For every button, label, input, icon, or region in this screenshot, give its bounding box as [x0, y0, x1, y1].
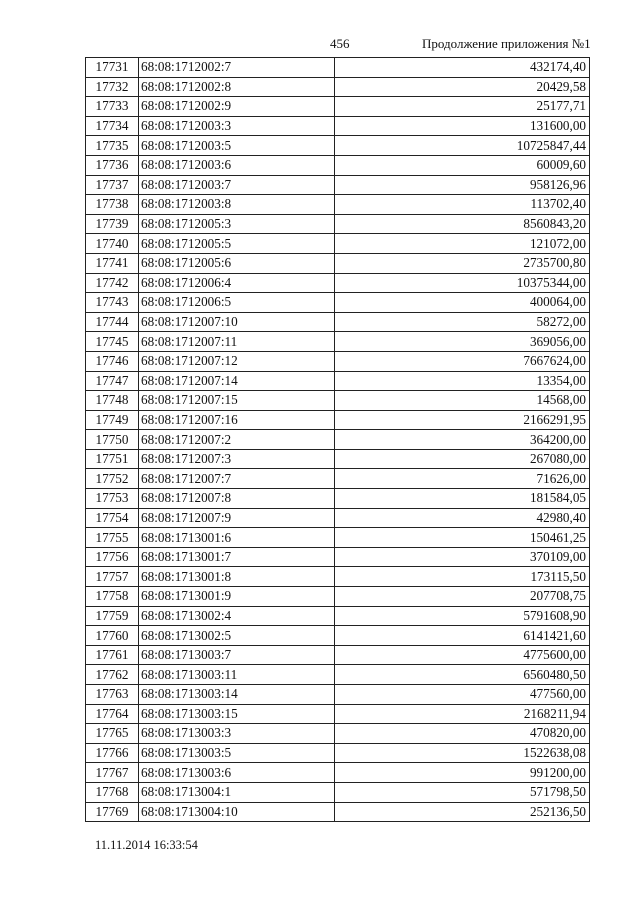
row-number: 17755	[86, 528, 139, 548]
cadastral-value: 364200,00	[335, 430, 590, 450]
cadastral-number: 68:08:1712003:8	[139, 195, 335, 215]
cadastral-value: 42980,40	[335, 508, 590, 528]
row-number: 17765	[86, 724, 139, 744]
cadastral-value: 10725847,44	[335, 136, 590, 156]
table-row	[86, 724, 590, 744]
table-row	[86, 567, 590, 587]
table-row	[86, 606, 590, 626]
cadastral-value: 207708,75	[335, 587, 590, 607]
cadastral-value: 131600,00	[335, 116, 590, 136]
table-row	[86, 371, 590, 391]
table-row	[86, 58, 590, 78]
row-number: 17763	[86, 685, 139, 705]
cadastral-number: 68:08:1712006:4	[139, 273, 335, 293]
row-number: 17757	[86, 567, 139, 587]
cadastral-value: 958126,96	[335, 175, 590, 195]
cadastral-number: 68:08:1712007:14	[139, 371, 335, 391]
table-row	[86, 214, 590, 234]
cadastral-value: 252136,50	[335, 802, 590, 822]
row-number: 17762	[86, 665, 139, 685]
cadastral-value: 4775600,00	[335, 645, 590, 665]
print-timestamp: 11.11.2014 16:33:54	[95, 838, 198, 852]
cadastral-number: 68:08:1713003:7	[139, 645, 335, 665]
cadastral-number: 68:08:1712005:6	[139, 253, 335, 273]
table-row	[86, 293, 590, 313]
cadastral-value: 150461,25	[335, 528, 590, 548]
row-number: 17753	[86, 489, 139, 509]
cadastral-value: 2166291,95	[335, 410, 590, 430]
row-number: 17754	[86, 508, 139, 528]
row-number: 17744	[86, 312, 139, 332]
table-row	[86, 175, 590, 195]
cadastral-number: 68:08:1712002:7	[139, 58, 335, 78]
cadastral-value: 173115,50	[335, 567, 590, 587]
row-number: 17756	[86, 547, 139, 567]
table-row	[86, 508, 590, 528]
table-row	[86, 743, 590, 763]
row-number: 17768	[86, 782, 139, 802]
row-number: 17739	[86, 214, 139, 234]
row-number: 17734	[86, 116, 139, 136]
cadastral-number: 68:08:1712003:6	[139, 155, 335, 175]
cadastral-number: 68:08:1712005:3	[139, 214, 335, 234]
cadastral-value: 7667624,00	[335, 351, 590, 371]
table-row	[86, 234, 590, 254]
table-row	[86, 547, 590, 567]
table-row	[86, 312, 590, 332]
cadastral-value: 121072,00	[335, 234, 590, 254]
cadastral-value: 8560843,20	[335, 214, 590, 234]
cadastral-value: 400064,00	[335, 293, 590, 313]
row-number: 17747	[86, 371, 139, 391]
table-row	[86, 665, 590, 685]
row-number: 17735	[86, 136, 139, 156]
table-row	[86, 332, 590, 352]
row-number: 17742	[86, 273, 139, 293]
cadastral-number: 68:08:1712002:8	[139, 77, 335, 97]
cadastral-value: 432174,40	[335, 58, 590, 78]
row-number: 17766	[86, 743, 139, 763]
row-number: 17745	[86, 332, 139, 352]
cadastral-value: 6141421,60	[335, 626, 590, 646]
cadastral-number: 68:08:1712007:9	[139, 508, 335, 528]
cadastral-number: 68:08:1712003:7	[139, 175, 335, 195]
cadastral-value: 477560,00	[335, 685, 590, 705]
page-number: 456	[330, 36, 350, 51]
table-row	[86, 155, 590, 175]
cadastral-number: 68:08:1713001:8	[139, 567, 335, 587]
table-row	[86, 273, 590, 293]
table-row	[86, 116, 590, 136]
cadastral-value: 58272,00	[335, 312, 590, 332]
cadastral-number: 68:08:1712007:11	[139, 332, 335, 352]
row-number: 17751	[86, 449, 139, 469]
table-row	[86, 97, 590, 117]
cadastral-value: 2735700,80	[335, 253, 590, 273]
table-row	[86, 430, 590, 450]
row-number: 17732	[86, 77, 139, 97]
row-number: 17733	[86, 97, 139, 117]
cadastral-number: 68:08:1713004:1	[139, 782, 335, 802]
row-number: 17731	[86, 58, 139, 78]
cadastral-value: 20429,58	[335, 77, 590, 97]
table-row	[86, 253, 590, 273]
cadastral-number: 68:08:1713001:7	[139, 547, 335, 567]
row-number: 17748	[86, 391, 139, 411]
row-number: 17764	[86, 704, 139, 724]
table-row	[86, 195, 590, 215]
row-number: 17737	[86, 175, 139, 195]
table-row	[86, 587, 590, 607]
row-number: 17752	[86, 469, 139, 489]
cadastral-number: 68:08:1712005:5	[139, 234, 335, 254]
cadastral-number: 68:08:1713003:14	[139, 685, 335, 705]
cadastral-number: 68:08:1712007:16	[139, 410, 335, 430]
cadastral-value: 571798,50	[335, 782, 590, 802]
cadastral-number: 68:08:1712007:10	[139, 312, 335, 332]
table-row	[86, 763, 590, 783]
cadastral-number: 68:08:1712007:2	[139, 430, 335, 450]
cadastral-value: 2168211,94	[335, 704, 590, 724]
cadastral-value-table	[85, 57, 590, 822]
cadastral-value: 1522638,08	[335, 743, 590, 763]
table-row	[86, 489, 590, 509]
table-row	[86, 136, 590, 156]
row-number: 17767	[86, 763, 139, 783]
table-row	[86, 528, 590, 548]
cadastral-number: 68:08:1712007:3	[139, 449, 335, 469]
row-number: 17769	[86, 802, 139, 822]
cadastral-number: 68:08:1713002:4	[139, 606, 335, 626]
cadastral-number: 68:08:1712003:3	[139, 116, 335, 136]
row-number: 17743	[86, 293, 139, 313]
cadastral-number: 68:08:1712007:15	[139, 391, 335, 411]
cadastral-number: 68:08:1713003:5	[139, 743, 335, 763]
row-number: 17740	[86, 234, 139, 254]
cadastral-number: 68:08:1713003:15	[139, 704, 335, 724]
row-number: 17749	[86, 410, 139, 430]
table-row	[86, 77, 590, 97]
table-body	[86, 58, 590, 822]
table-row	[86, 351, 590, 371]
cadastral-number: 68:08:1712007:8	[139, 489, 335, 509]
cadastral-number: 68:08:1713003:11	[139, 665, 335, 685]
table-row	[86, 645, 590, 665]
cadastral-value: 113702,40	[335, 195, 590, 215]
cadastral-number: 68:08:1713001:6	[139, 528, 335, 548]
row-number: 17759	[86, 606, 139, 626]
row-number: 17738	[86, 195, 139, 215]
cadastral-number: 68:08:1713003:6	[139, 763, 335, 783]
cadastral-value: 13354,00	[335, 371, 590, 391]
table-row	[86, 802, 590, 822]
cadastral-number: 68:08:1713004:10	[139, 802, 335, 822]
cadastral-value: 10375344,00	[335, 273, 590, 293]
cadastral-value: 71626,00	[335, 469, 590, 489]
cadastral-number: 68:08:1712002:9	[139, 97, 335, 117]
row-number: 17760	[86, 626, 139, 646]
cadastral-value: 60009,60	[335, 155, 590, 175]
cadastral-number: 68:08:1712003:5	[139, 136, 335, 156]
cadastral-number: 68:08:1713002:5	[139, 626, 335, 646]
cadastral-value: 470820,00	[335, 724, 590, 744]
table-row	[86, 410, 590, 430]
row-number: 17758	[86, 587, 139, 607]
table-row	[86, 704, 590, 724]
row-number: 17746	[86, 351, 139, 371]
table-row	[86, 449, 590, 469]
cadastral-number: 68:08:1713001:9	[139, 587, 335, 607]
cadastral-value: 369056,00	[335, 332, 590, 352]
cadastral-value: 181584,05	[335, 489, 590, 509]
cadastral-number: 68:08:1712007:12	[139, 351, 335, 371]
row-number: 17761	[86, 645, 139, 665]
cadastral-value: 25177,71	[335, 97, 590, 117]
cadastral-value: 991200,00	[335, 763, 590, 783]
table-row	[86, 626, 590, 646]
cadastral-number: 68:08:1712007:7	[139, 469, 335, 489]
row-number: 17750	[86, 430, 139, 450]
cadastral-number: 68:08:1713003:3	[139, 724, 335, 744]
table-row	[86, 391, 590, 411]
table-row	[86, 469, 590, 489]
cadastral-number: 68:08:1712006:5	[139, 293, 335, 313]
appendix-label: Продолжение приложения №1	[422, 36, 591, 51]
cadastral-value: 5791608,90	[335, 606, 590, 626]
row-number: 17741	[86, 253, 139, 273]
cadastral-value: 267080,00	[335, 449, 590, 469]
cadastral-value: 6560480,50	[335, 665, 590, 685]
table-row	[86, 782, 590, 802]
cadastral-value: 14568,00	[335, 391, 590, 411]
cadastral-value: 370109,00	[335, 547, 590, 567]
table-row	[86, 685, 590, 705]
row-number: 17736	[86, 155, 139, 175]
